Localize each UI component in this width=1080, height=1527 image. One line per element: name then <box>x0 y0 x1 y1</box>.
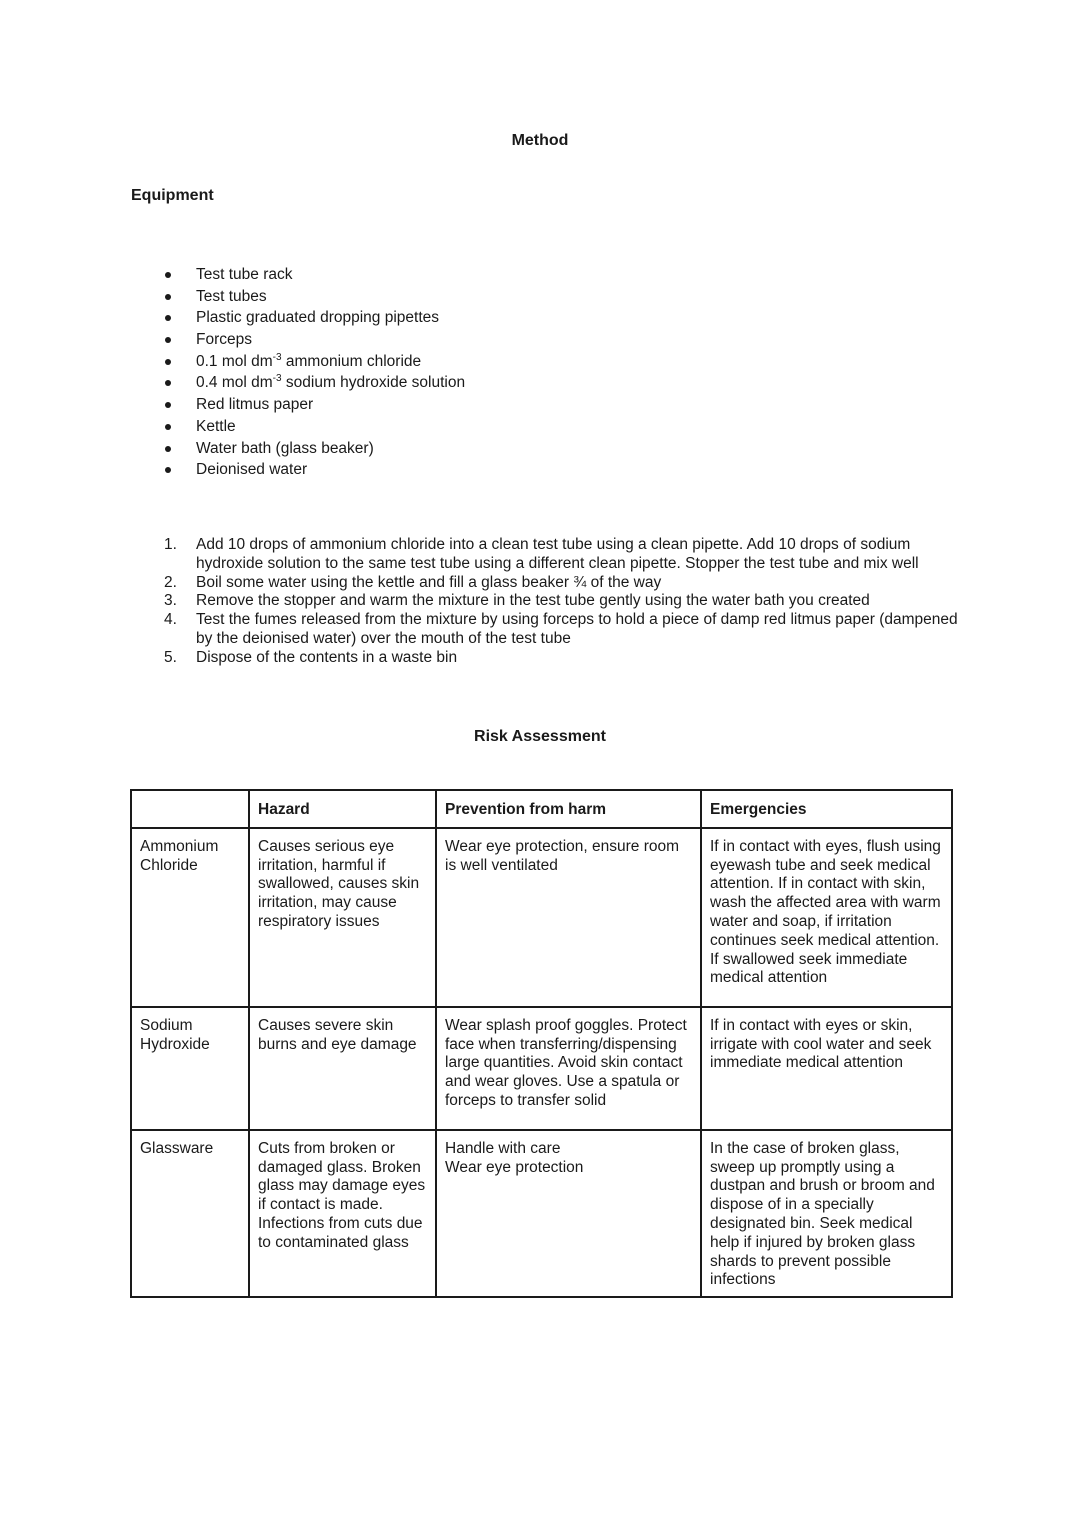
header-prevention: Prevention from harm <box>436 790 701 828</box>
risk-assessment-table <box>130 789 953 1298</box>
equipment-item: Test tube rack <box>160 264 465 286</box>
method-step: 5. Dispose of the contents in a waste bin <box>164 648 458 666</box>
method-step: 2. Boil some water using the kettle and fill a glass beaker ¾ of the way <box>164 573 662 591</box>
method-step: 1. Add 10 drops of ammonium chloride into a clean test tube using a clean pipette. Add 10 drops of sodium hydroxide solution to the same test tube using a different clean pipette. Stopper the test tube and mix well <box>164 536 919 572</box>
method-steps <box>150 536 960 668</box>
table-row <box>131 1007 952 1130</box>
equipment-item: Deionised water <box>160 459 465 481</box>
substance-cell: Glassware <box>131 1130 249 1297</box>
hazard-cell: Causes severe skin burns and eye damage <box>249 1007 436 1130</box>
equipment-item: Kettle <box>160 416 465 438</box>
method-heading: Method <box>511 132 569 149</box>
hazard-cell: Cuts from broken or damaged glass. Broken glass may damage eyes if contact is made. Infections from cuts due to contaminated glass <box>249 1130 436 1297</box>
equipment-item: Test tubes <box>160 286 465 308</box>
equipment-item: 0.4 mol $dm^{-3}$ sodium hydroxide solution <box>160 372 465 394</box>
header-substance <box>131 790 249 828</box>
emergencies-cell: If in contact with eyes, flush using eyewash tube and seek medical attention. If in contact with skin, wash the affected area with warm water and soap, if irritation continues seek medical attention. If swallowed seek immediate medical attention <box>701 828 952 1007</box>
prevention-cell: Wear splash proof goggles. Protect face when transferring/dispensing large quantities. Avoid skin contact and wear gloves. Use a spatula or forceps to transfer solid <box>436 1007 701 1130</box>
equipment-heading: Equipment <box>131 187 214 204</box>
equipment-item: Water bath (glass beaker) <box>160 438 465 460</box>
prevention-line: Wear eye protection <box>445 1158 584 1176</box>
header-emergencies: Emergencies <box>701 790 952 828</box>
table-row <box>131 828 952 1007</box>
substance-cell: Sodium Hydroxide <box>131 1007 249 1130</box>
risk-assessment-heading: Risk Assessment <box>474 728 606 745</box>
equipment-list <box>160 264 465 481</box>
table-header-row <box>131 790 952 828</box>
prevention-cell: Wear eye protection, ensure room is well ventilated <box>436 828 701 1007</box>
emergencies-cell: If in contact with eyes or skin, irrigate with cool water and seek immediate medical attention <box>701 1007 952 1130</box>
equipment-item: Forceps <box>160 329 465 351</box>
hazard-cell: Causes serious eye irritation, harmful if swallowed, causes skin irritation, may cause respiratory issues <box>249 828 436 1007</box>
equipment-item: Plastic graduated dropping pipettes <box>160 307 465 329</box>
equipment-item: 0.1 mol $dm^{-3}$ ammonium chloride <box>160 351 465 373</box>
table-row <box>131 1130 952 1297</box>
substance-cell: Ammonium Chloride <box>131 828 249 1007</box>
method-step: 3. Remove the stopper and warm the mixture in the test tube gently using the water bath you created <box>164 592 870 610</box>
method-step: 4. Test the fumes released from the mixture by using forceps to hold a piece of damp red litmus paper (dampened by the deionised water) over the mouth of the test tube <box>164 611 958 647</box>
emergencies-cell: In the case of broken glass, sweep up promptly using a dustpan and brush or broom and dispose of in a specially designated bin. Seek medical help if injured by broken glass shards to prevent possible infections <box>701 1130 952 1297</box>
prevention-line: Handle with care <box>445 1139 561 1157</box>
equipment-item: Red litmus paper <box>160 394 465 416</box>
prevention-cell <box>436 1130 701 1297</box>
header-hazard: Hazard <box>249 790 436 828</box>
